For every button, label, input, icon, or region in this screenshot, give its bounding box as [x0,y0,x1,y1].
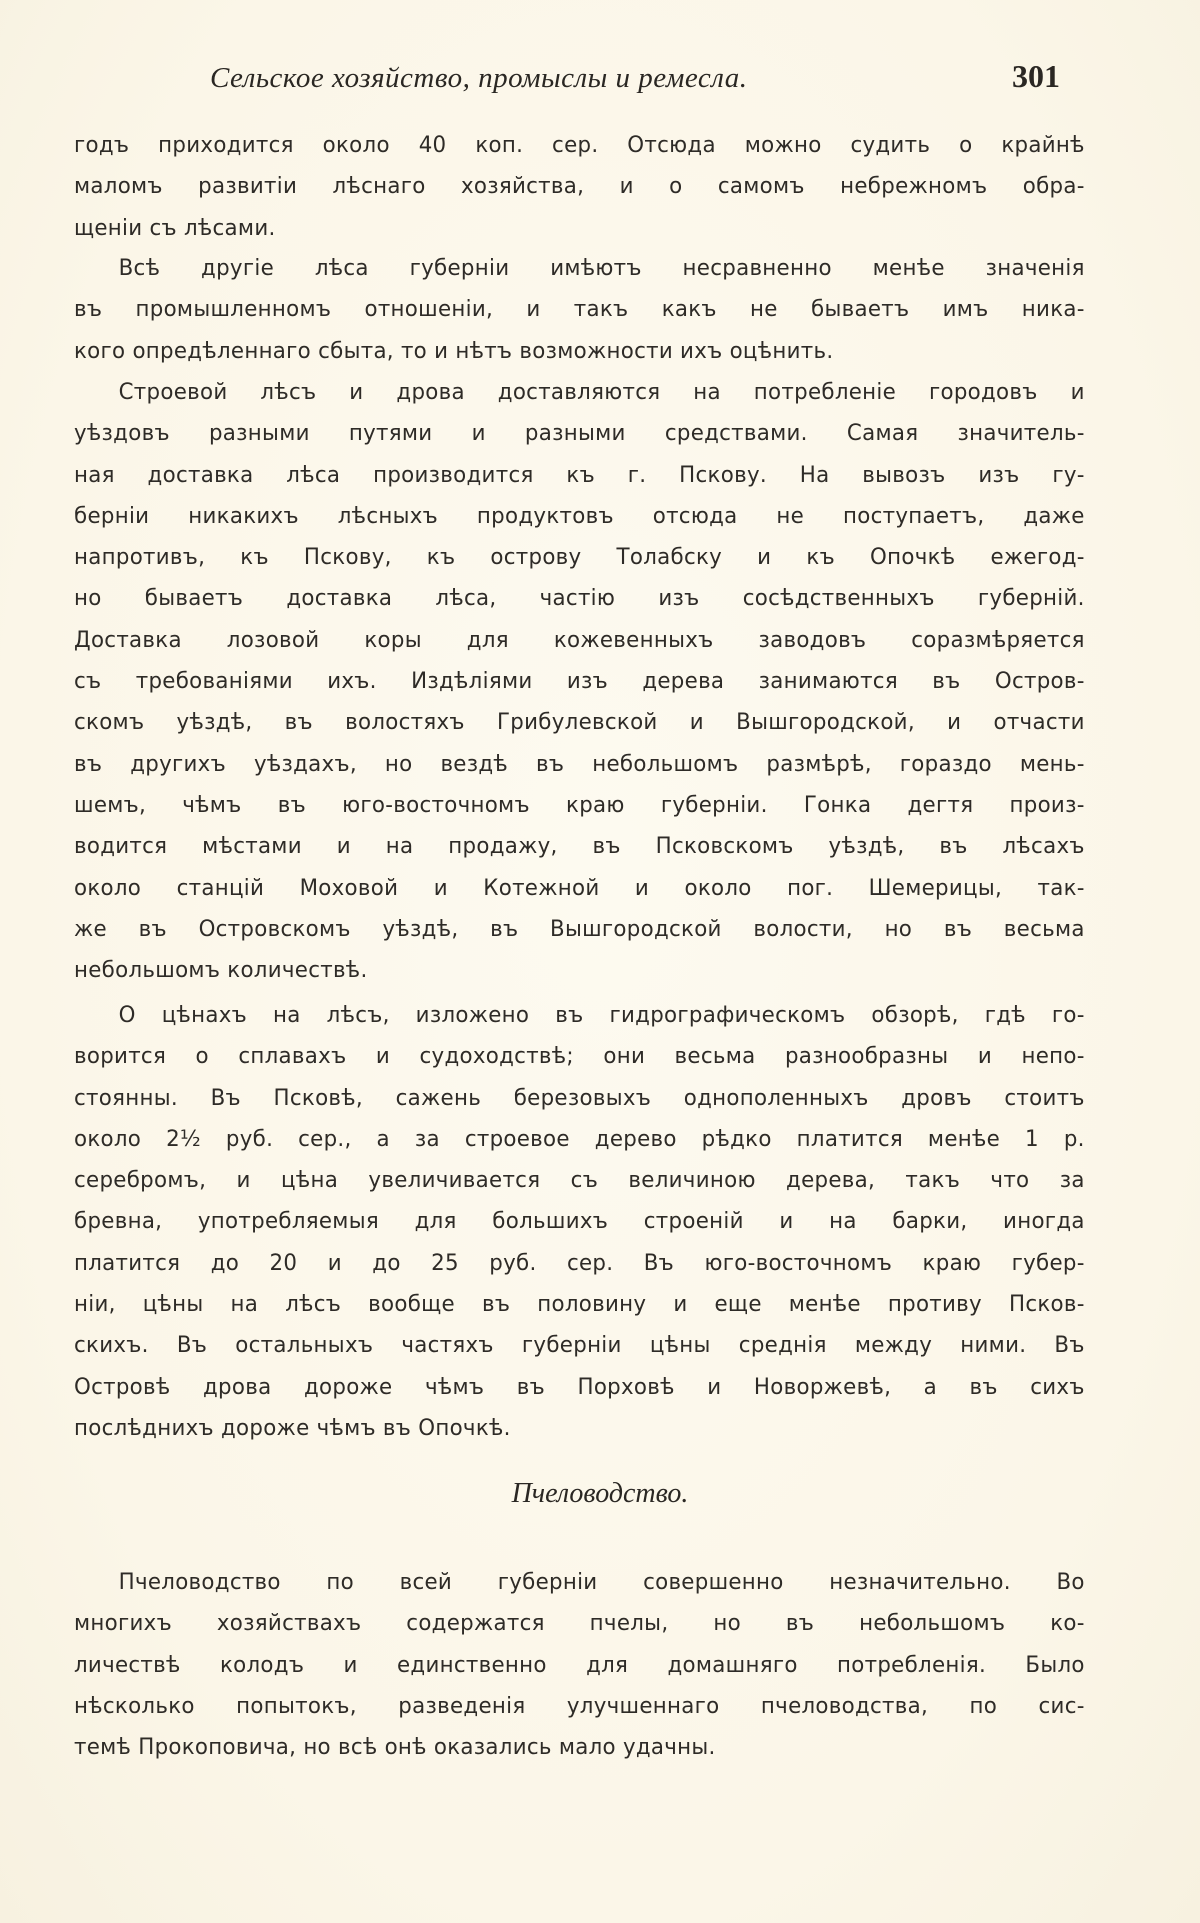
text-line: Доставка лозовой коры для кожевенныхъ заводовъ соразмѣряется [74,627,1085,653]
text-line: стоянны. Въ Псковѣ, сажень березовыхъ однополенныхъ дровъ стоитъ [74,1085,1085,1111]
text-line: въ другихъ уѣздахъ, но вездѣ въ небольшомъ размѣрѣ, гораздо мень- [74,751,1085,777]
paragraph-beekeeping [74,1562,1116,1768]
text-line: ворится о сплавахъ и судоходствѣ; они весьма разнообразны и непо- [74,1044,1085,1070]
text-line: серебромъ, и цѣна увеличивается съ величиною дерева, такъ что за [74,1168,1085,1194]
text-line: щеніи съ лѣсами. [74,215,276,241]
page-number: 301 [1012,58,1060,94]
text-line: Строевой лѣсъ и дрова доставляются на потребленіе городовъ и [118,380,1085,405]
paragraph-timber-delivery [74,372,1116,991]
text-line: скомъ уѣздѣ, въ волостяхъ Грибулевской и Вышгородской, и отчасти [74,710,1085,736]
text-line: ніи, цѣны на лѣсъ вообще въ половину и еще менѣе противу Псков- [74,1292,1085,1318]
text-line: кого опредѣленнаго сбыта, то и нѣтъ возможности ихъ оцѣнить. [74,338,834,364]
paragraph-other-forests [74,248,1116,372]
text-line: Пчеловодство по всей губерніи совершенно незначительно. Во [118,1570,1085,1595]
section-heading: Пчеловодство. [511,1478,689,1509]
text-line: но бываетъ доставка лѣса, частію изъ сосѣдственныхъ губерній. [74,586,1085,612]
running-head [0,58,1200,106]
text-line: Всѣ другіе лѣса губерніи имѣютъ несравненно менѣе значенія [118,256,1085,281]
running-title: Сельское хозяйство, промыслы и ремесла. [210,62,748,94]
text-line: около станцій Моховой и Котежной и около пог. Шемерицы, так- [74,875,1085,901]
text-line: многихъ хозяйствахъ содержатся пчелы, но въ небольшомъ ко- [74,1611,1085,1637]
text-line: же въ Островскомъ уѣздѣ, въ Вышгородской волости, но въ весьма [74,916,1085,942]
text-line: личествѣ колодъ и единственно для домашняго потребленія. Было [74,1652,1085,1678]
text-line: скихъ. Въ остальныхъ частяхъ губерніи цѣны среднія между ними. Въ [74,1333,1085,1359]
text-line: маломъ развитіи лѣснаго хозяйства, и о самомъ небрежномъ обра- [74,174,1085,200]
paragraph-continuation [74,125,1116,249]
text-line: платится до 20 и до 25 руб. сер. Въ юго-восточномъ краю губер- [74,1250,1085,1276]
text-line: небольшомъ количествѣ. [74,958,368,984]
text-line: берніи никакихъ лѣсныхъ продуктовъ отсюда не поступаетъ, даже [74,503,1085,529]
text-line: О цѣнахъ на лѣсъ, изложено въ гидрографическомъ обзорѣ, гдѣ го- [118,1003,1085,1028]
paragraph-timber-prices [74,995,1116,1449]
text-line: ная доставка лѣса производится къ г. Пскову. На вывозъ изъ гу- [74,462,1085,488]
text-line: нѣсколько попытокъ, разведенія улучшеннаго пчеловодства, по сис- [74,1693,1085,1719]
text-line: напротивъ, къ Пскову, къ острову Толабску и къ Опочкѣ ежегод- [74,545,1085,571]
text-line: съ требованіями ихъ. Издѣліями изъ дерева занимаются въ Остров- [74,669,1085,695]
text-line: шемъ, чѣмъ въ юго-восточномъ краю губерніи. Гонка дегтя произ- [74,792,1085,818]
text-line: уѣздовъ разными путями и разными средствами. Самая значитель- [74,421,1085,447]
text-line: послѣднихъ дороже чѣмъ въ Опочкѣ. [74,1415,511,1441]
text-line: около 2½ руб. сер., а за строевое дерево рѣдко платится менѣе 1 р. [74,1126,1085,1152]
text-line: Островѣ дрова дороже чѣмъ въ Порховѣ и Новоржевѣ, а въ сихъ [74,1374,1085,1400]
text-line: бревна, употребляемыя для большихъ строеній и на барки, иногда [74,1209,1085,1235]
text-line: водится мѣстами и на продажу, въ Псковскомъ уѣздѣ, въ лѣсахъ [74,834,1085,860]
text-line: темѣ Прокоповича, но всѣ онѣ оказались мало удачны. [74,1735,716,1761]
text-line: въ промышленномъ отношеніи, и такъ какъ не бываетъ имъ ника- [74,297,1085,323]
text-line: годъ приходится около 40 коп. сер. Отсюда можно судить о крайнѣ [74,133,1085,158]
